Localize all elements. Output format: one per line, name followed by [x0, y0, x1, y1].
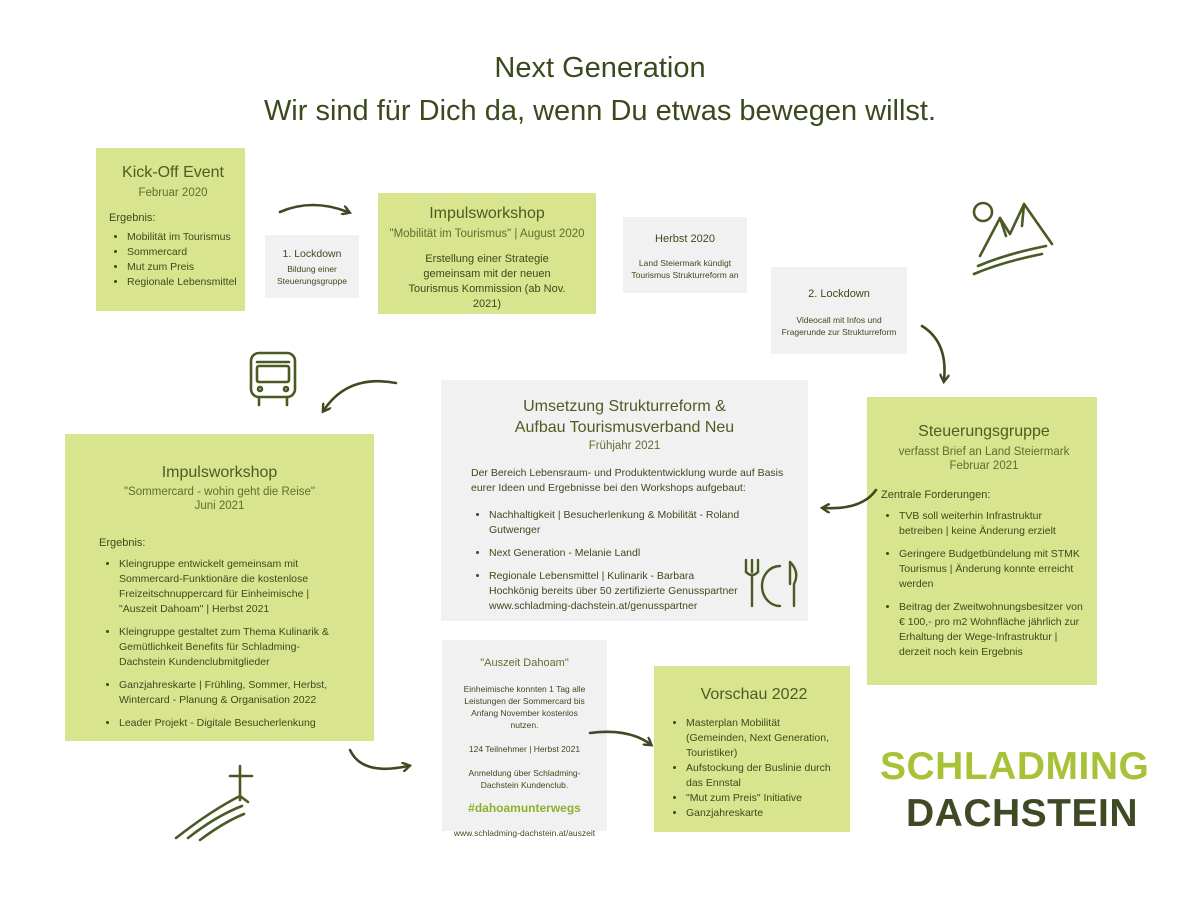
lockdown1-title: 1. Lockdown [282, 248, 342, 260]
impuls1-text: Erstellung einer Strategie gemeinsam mit der neuen Tourismus Kommission (ab Nov. 2021) [408, 253, 566, 310]
list-item: • Ganzjahreskarte | Frühling, Sommer, Herbst, Wintercard - Planung & Organisation 2022 [119, 678, 339, 708]
steuerung-title: Steuerungsgruppe [918, 423, 1050, 440]
auszeit-text-1: Einheimische konnten 1 Tag alle Leistungen der Sommercard bis Anfang November kostenlos nutzen. [463, 684, 586, 730]
impuls1-sub: "Mobilität im Tourismus" | August 2020 [389, 228, 585, 240]
umsetzung-text: Der Bereich Lebensraum- und Produktentwicklung wurde auf Basis eurer Ideen und Ergebnisse bei den Workshops aufgebaut: [471, 467, 784, 494]
auszeit-text-2: 124 Teilnehmer | Herbst 2021 [468, 744, 581, 754]
steuerung-sub1: verfasst Brief an Land Steiermark [898, 446, 1070, 458]
umsetzung-title-1: Umsetzung Strukturreform & [523, 398, 726, 415]
arrow-kickoff-to-impuls1 [280, 205, 348, 212]
lockdown2-text: Videocall mit Infos und Fragerunde zur Strukturreform [781, 315, 897, 337]
arrow-umsetzung-to-impuls2 [324, 381, 396, 410]
arrow-steuerung-to-umsetzung [824, 490, 876, 508]
arrow-lockdown2-to-steuerung [922, 326, 945, 380]
title-line-1: Next Generation [494, 52, 706, 84]
vorschau-title: Vorschau 2022 [700, 686, 808, 703]
list-item: • Masterplan Mobilität (Gemeinden, Next Generation, Touristiker) [686, 716, 840, 761]
steuerung-label: Zentrale Forderungen: [881, 489, 991, 501]
list-item: • Beitrag der Zweitwohnungsbesitzer von € 100,- pro m2 Wohnfläche jährlich zur Erhaltung der Wege-Infrastruktur | derzeit noch kein Ergebnis [899, 600, 1087, 660]
steuerung-sub2: Februar 2021 [949, 460, 1019, 472]
logo-schladming: SCHLADMING [880, 745, 1150, 788]
list-item: • Regionale Lebensmittel | Kulinarik - Barbara Hochkönig bereits über 50 zertifizierte Genusspartner www.schladming-dachstein.at/genusspartner [489, 569, 744, 614]
summit-cross-icon [172, 762, 262, 842]
list-item: • "Mut zum Preis" Initiative [686, 791, 840, 806]
herbst-title: Herbst 2020 [655, 233, 715, 245]
auszeit-url[interactable]: www.schladming-dachstein.at/auszeit [453, 828, 596, 838]
title-line-2: Wir sind für Dich da, wenn Du etwas bewegen willst. [263, 95, 937, 127]
mountain-icon [966, 196, 1056, 276]
arrow-auszeit-to-vorschau [590, 732, 650, 744]
kickoff-date: Februar 2020 [138, 187, 208, 199]
list-item: • Next Generation - Melanie Landl [489, 546, 744, 561]
impuls1-title: Impulsworkshop [429, 205, 545, 222]
umsetzung-title-2: Aufbau Tourismusverband Neu [514, 419, 735, 436]
list-item: • TVB soll weiterhin Infrastruktur betreiben | keine Änderung erzielt [899, 509, 1087, 539]
impuls2-date: Juni 2021 [194, 500, 245, 512]
list-item: • Leader Projekt - Digitale Besucherlenkung [119, 716, 339, 731]
umsetzung-date: Frühjahr 2021 [588, 440, 661, 452]
logo-dachstein: DACHSTEIN [906, 792, 1139, 835]
list-item: • Geringere Budgetbündelung mit STMK Tourismus | Änderung konnte erreicht werden [899, 547, 1087, 592]
impuls2-label: Ergebnis: [99, 537, 146, 549]
auszeit-hashtag: #dahoamunterwegs [468, 801, 581, 815]
herbst-text: Land Steiermark kündigt Tourismus Strukturreform an [631, 258, 739, 280]
auszeit-text-3: Anmeldung über Schladming-Dachstein Kundenclub. [468, 768, 581, 790]
list-item: • Regionale Lebensmittel [127, 275, 237, 290]
list-item: • Ganzjahreskarte [686, 806, 840, 821]
bus-icon [247, 350, 299, 408]
impuls2-title: Impulsworkshop [161, 464, 278, 481]
list-item: • Mut zum Preis [127, 260, 237, 275]
arrow-impuls2-to-auszeit [350, 750, 408, 769]
lockdown2-title: 2. Lockdown [808, 288, 870, 300]
auszeit-title: "Auszeit Dahoam" [480, 657, 569, 669]
list-item: • Kleingruppe gestaltet zum Thema Kulinarik & Gemütlichkeit Benefits für Schladming-Dachstein Kundenclubmitglieder [119, 625, 339, 670]
list-item: • Mobilität im Tourismus [127, 230, 237, 245]
list-item: • Aufstockung der Buslinie durch das Ennstal [686, 761, 840, 791]
impuls2-sub: "Sommercard - wohin geht die Reise" [124, 486, 315, 498]
kickoff-title: Kick-Off Event [122, 164, 224, 181]
list-item: • Kleingruppe entwickelt gemeinsam mit Sommercard-Funktionäre die kostenlose Freizeitschnuppercard für Einheimische | "Auszeit Dahoam" | Herbst 2021 [119, 557, 339, 617]
list-item: • Sommercard [127, 245, 237, 260]
lockdown1-text: Bildung einer Steuerungsgruppe [277, 264, 347, 286]
kickoff-label: Ergebnis: [109, 212, 156, 224]
list-item: • Nachhaltigkeit | Besucherlenkung & Mobilität - Roland Gutwenger [489, 508, 789, 538]
